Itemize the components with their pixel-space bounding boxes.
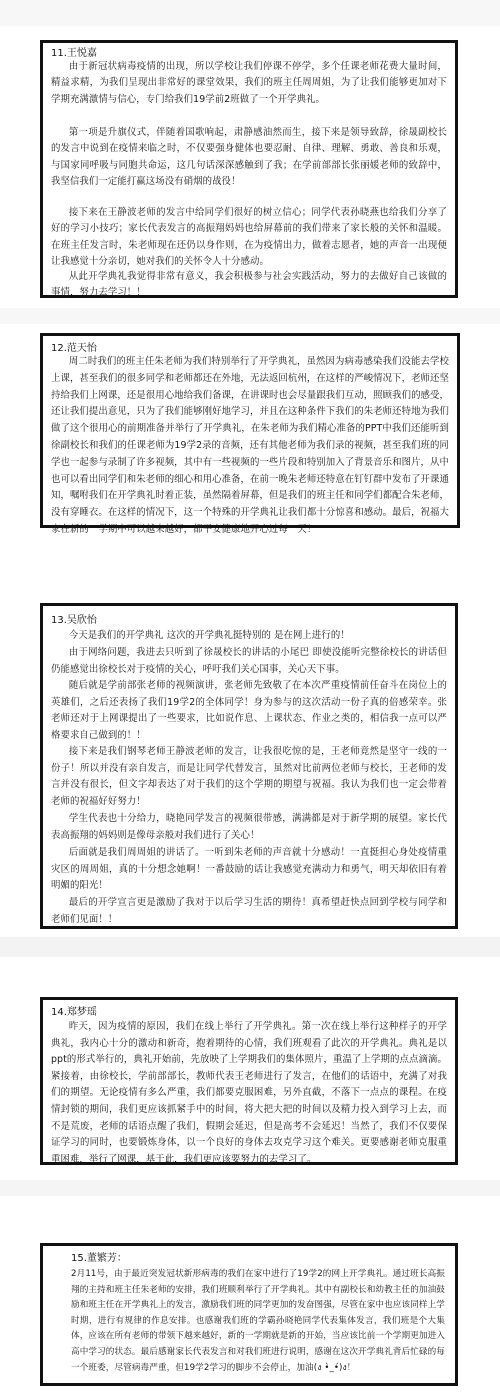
entry-card [40,333,460,535]
entry-name: 12.范天怡 [51,343,97,354]
entry-paragraph: 周二时我们的班主任朱老师为我们特别举行了开学典礼，虽然因为病毒感染我们没能去学校上课，甚至我们的很多同学和老师都还在外地，无法返回杭州，在这样的严峻情况下，老师还坚持给我们上网课，还是很用心地给我们备课，在讲课时也会尽量跟我们互动，照顾我们的感受，还让我们提出意见，只为了我们能够刚好地学习，并且在这种条件下我们的朱老师还特地为我们做了这个很用心的前期准备并举行了开学典礼，在朱老师为我们精心准备的PPT中我们还能听到徐副校长和我们的任课老师为19学2录的音频，还有其他老师为我们录的视频，甚至我们班的同学也一起参与录制了许多视频，其中有一些视频的一些片段和特别加入了背景音乐和图片，从中也可以看出同学们和朱老师的细心和用心准备，在前一晚朱老师还特意在钉钉群中发布了开课通知，嘱咐我们在开学典礼时着正装，虽然隔着屏幕，但是我们的班主任和同学们都配合朱老师，没有穿睡衣。在这样的情况下，这一个特殊的开学典礼让我们都十分惊喜和感动。最后，祝福大家在新的一学期中可以越来越好，都平安健康地开心过每一天！ [51,356,449,535]
entry-paragraph: 昨天，因为疫情的原因，我们在线上举行了开学典礼。第一次在线上举行这种样子的开学典礼，我内心十分的激动和新奇，抱着期待的心情，我们班观看了此次的开学典礼。典礼是以ppt的形式举行的，典礼开始前，先放映了上学期我们的集体照片，重温了上学期的点点滴滴。紧接着，由徐校长，学前部部长，教师代表王老师进行了发言，在他们的话语中，充满了对我们的期望。无论疫情有多么严重，我们都要克服困难，另外直截，不落下一点点的课程。在疫情封锁的期间，我们更应该抓紧手中的时间，将大把大把的时间以及精力投入到学习上去，而不是荒废，老师的话语点醒了我们，假期会延迟，但是高考不会延迟！当然了，我们不仅要保证学习的同时，也要锻炼身体，以一个良好的身体去攻克学习这个难关。更要感谢老师克服重重困难，举行了网课，基于此，我们更应该要努力的去学习了。 [51,1021,447,1165]
entry-card [40,603,458,929]
entry-paragraph: 接下来是我们钢琴老师王静波老师的发言，让我很吃惊的是，王老师竟然是坚守一线的一份子！所以并没有亲自发言，而是让同学代替发言，虽然对比前两位老师与校长，王老师的发言并没有很长，但文字却表达了对于我们的这个学期的期望与祝福。我认为我们也一定会带着老师的祝福好好努力！ [51,746,447,807]
entry-paragraph: 由于网络问题，我进去只听到了徐晟校长的讲话的小尾巴 即使没能听完整徐校长的讲话但仍能感觉出徐校长对于疫情的关心，呼吁我们关心国事，关心天下事。 [51,647,447,675]
separator [0,0,500,26]
entry-card [40,1243,458,1386]
separator [0,937,500,957]
separator [0,1180,500,1196]
entry-name: 11.王悦嘉 [51,48,97,59]
entry-paragraph: 最后的开学宣言更是激励了我对于以后学习生活的期待！真希望赶快点回到学校与同学和老师们见面！！ [51,897,447,925]
entry-paragraph: 学生代表也十分给力，晓艳同学发言的视频很带感，满满都是对于新学期的展望。家长代表高振翔的妈妈则是像母亲般对我们进行了关心！ [51,813,447,841]
entry-paragraph: 随后就是学前部张老师的视频演讲，张老师先致敬了在本次严重疫情前任奋斗在岗位上的英雄们，之后还表扬了我们19学2的全体同学！身为参与的这次活动一份子真的倍感荣幸。张老师还对于上网课提出了一些要求，比如说作息、上课状态、作业之类的，相信我一点可以严格要求自己做到的！！ [51,680,447,741]
entry-paragraph: 接下来在王静波老师的发言中给同学们很好的树立信心；同学代表孙晓燕也给我们分享了好的学习小技巧；家长代表发言的高振翔妈妈也给屏幕前的我们带来了家长般的关怀和温暖。在班主任发言时，朱老师现在还仍以身作则，在为疫情出力，做着志愿者，她的声音一出现便让我感觉十分亲切，她对我们的关怀令人十分感动。 [51,207,447,268]
entry-name: 13.吴欣怡 [51,615,97,626]
entry-name: 15.董繁芳： [71,1253,127,1264]
entry-paragraph: 后面就是我们周周姐的讲话了。一听到朱老师的声音就十分感动！一直挺担心身处疫情重灾区的周周姐，真的十分想念她啊！一番鼓励的话让我感觉充满动力和勇气，明天却依旧有着明媚的阳光！ [51,847,447,892]
separator [0,308,500,324]
entry-paragraph: 2月11号，由于最近突发冠状新形病毒的我们在家中进行了19学2的网上开学典礼。通过班长高振翔的主持和班主任朱老师的安排，我们班顺利举行了开学典礼。其中有副校长和幼教主任的加油鼓励和班主任在开学典礼上的发言，激励我们班的同学更加的发奋图强，尽管在家中也应该同样上学时期，进行有规律的作息安排。也感谢我们班的学霸孙晓艳同学代表集体发言，我们班是个大集体，应该在所有老师的带领下越来越好，新的一学期就是新的开始，当应该比前一个学期更加进入高中学习的状态。最后感谢家长代表发言和对我们班进行说明，感谢在这次开学典礼背后忙碌的每一个班委，尽管病毒严重，但19学2学习的脚步不会停止，加油(ง •̀_•́)ง！ [71,1269,445,1373]
entry-paragraph: 由于新冠状病毒疫情的出现，所以学校让我们停课不停学，多个任课老师花费大量时间，精益求精，为我们呈现出非常好的课堂效果，我们的班主任周周姐，为了让我们能够更加对下学期充满激情与信心，专门给我们19学前2班做了一个开学典礼。 [51,61,447,105]
entry-card [40,40,458,298]
entry-paragraph: 今天是我们的开学典礼 这次的开学典礼挺特别的 是在网上进行的！ [68,630,350,641]
entry-card [40,997,458,1165]
entry-paragraph: 第一项是升旗仪式，伴随着国歌响起，肃静感油然而生，接下来是领导致辞，徐晟副校长的发言中说到在疫情来临之时，不仅要强身健体也要忍耐、自律、理解、勇敢、善良和乐观，与国家同呼吸与同胞共命运，这几句话深深感触到了我；在学前部部长张丽媛老师的致辞中，我坚信我们一定能打赢这场没有硝烟的战役！ [51,127,447,188]
entry-name: 14.郑梦瑶 [51,1007,97,1018]
entry-paragraph: 从此开学典礼我觉得非常有意义，我会积极参与社会实践活动，努力的去做好自己该做的事情，努力去学习！！ [51,271,447,299]
